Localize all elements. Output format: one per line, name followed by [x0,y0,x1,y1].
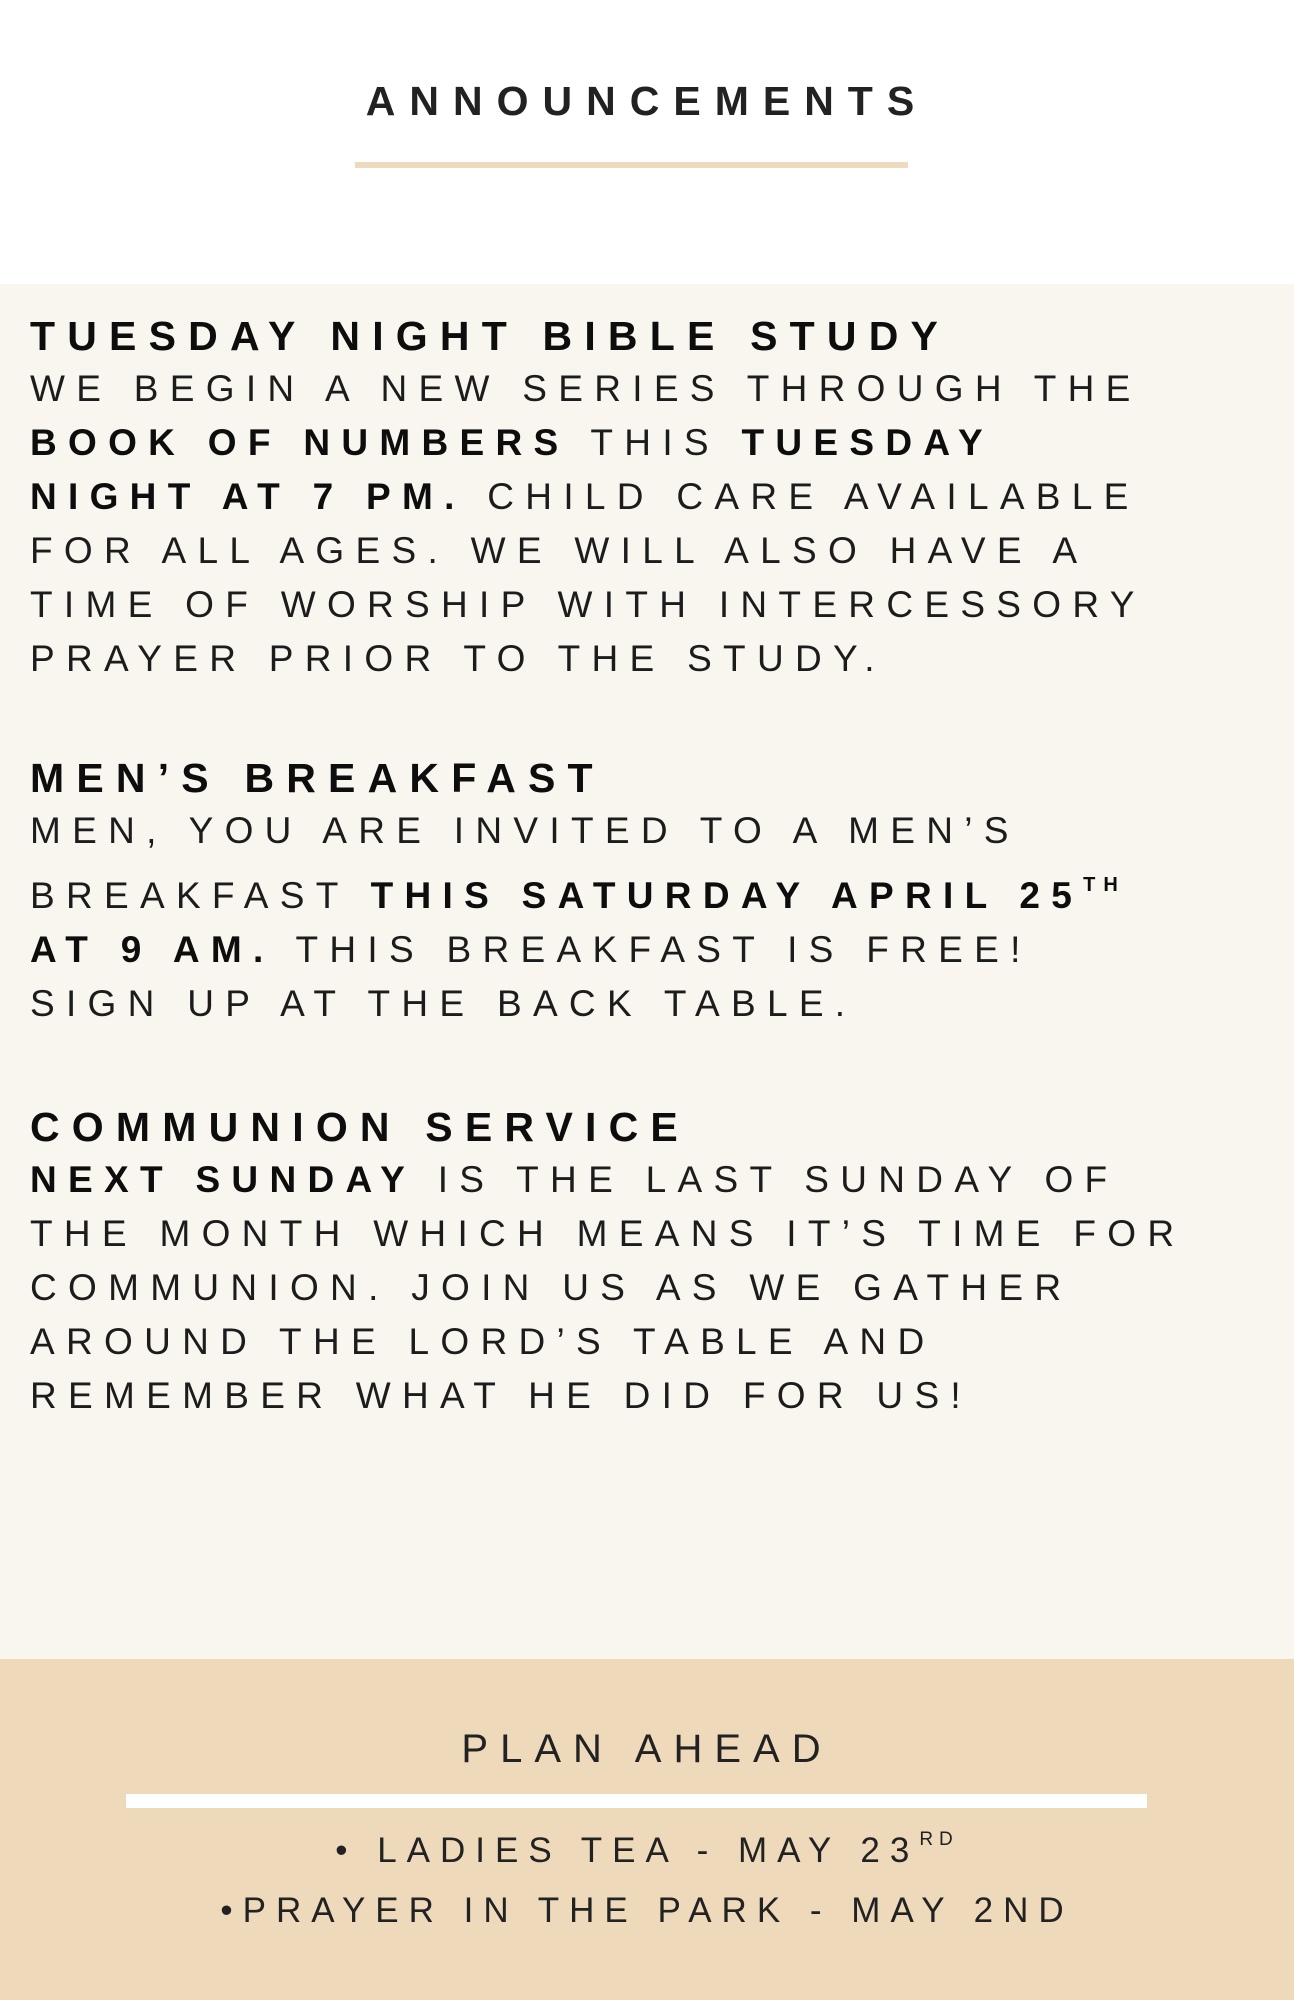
announcement-heading: COMMUNION SERVICE [30,1104,690,1150]
announcement-bible-study [30,310,1270,686]
body-text: THIS BREAKFAST IS FREE! [274,929,1032,970]
body-text: WE BEGIN A NEW SERIES THROUGH THE [30,368,1142,409]
body-line [30,1207,1270,1261]
body-text: FOR ALL AGES. WE WILL ALSO HAVE A [30,530,1089,571]
emphasis-text: BOOK OF NUMBERS [30,422,570,463]
body-text: REMEMBER WHAT HE DID FOR US! [30,1375,973,1416]
body-line [30,1261,1270,1315]
body-line [30,632,1270,686]
ordinal-suffix: TH [1083,874,1126,896]
body-line [30,416,1270,470]
announcement-body [30,362,1270,686]
body-text: AROUND THE LORD’S TABLE AND [30,1321,936,1362]
body-line [30,1315,1270,1369]
emphasis-text: NIGHT AT 7 PM. [30,476,466,517]
title-underline [355,162,908,168]
body-text: COMMUNION. JOIN US AS WE GATHER [30,1267,1073,1308]
body-text: PRAYER PRIOR TO THE STUDY. [30,638,886,679]
body-line [30,524,1270,578]
body-text: SIGN UP AT THE BACK TABLE. [30,983,857,1024]
plan-ahead-item [0,1829,1294,1871]
body-line [30,858,1270,923]
announcement-mens-breakfast [30,752,1270,1031]
announcement-body [30,1153,1270,1423]
plan-ahead-item: •PRAYER IN THE PARK - MAY 2ND [220,1891,1074,1930]
announcement-heading: TUESDAY NIGHT BIBLE STUDY [30,313,951,359]
body-line [30,578,1270,632]
body-text: THIS [569,422,742,463]
plan-ahead-item-text: • LADIES TEA - MAY 23 [335,1831,920,1870]
body-text: TIME OF WORSHIP WITH INTERCESSORY [30,584,1146,625]
emphasis-text: THIS SATURDAY APRIL 25 [370,875,1084,916]
emphasis-text: NEXT SUNDAY [30,1159,417,1200]
body-line [30,470,1270,524]
body-text: IS THE LAST SUNDAY OF [416,1159,1119,1200]
body-text: THE MONTH WHICH MEANS IT’S TIME FOR [30,1213,1186,1254]
announcements-panel [0,284,1294,1659]
plan-ahead-panel [0,1659,1294,2000]
header [0,0,1294,284]
body-text: BREAKFAST [30,875,371,916]
plan-ahead-item-suffix: RD [919,1829,959,1850]
announcement-heading: MEN’S BREAKFAST [30,755,605,801]
page-title: ANNOUNCEMENTS [365,78,929,124]
body-line [30,977,1270,1031]
plan-ahead-title: PLAN AHEAD [461,1727,833,1771]
announcement-communion [30,1101,1270,1423]
body-line [30,804,1270,858]
announcement-body [30,804,1270,1031]
body-text: MEN, YOU ARE INVITED TO A MEN’S [30,810,1020,851]
body-line [30,1153,1270,1207]
body-line [30,923,1270,977]
plan-ahead-divider [126,1794,1147,1808]
body-line [30,1369,1270,1423]
body-line [30,362,1270,416]
body-text: CHILD CARE AVAILABLE [465,476,1140,517]
emphasis-text: AT 9 AM. [30,929,275,970]
emphasis-text: TUESDAY [741,422,994,463]
